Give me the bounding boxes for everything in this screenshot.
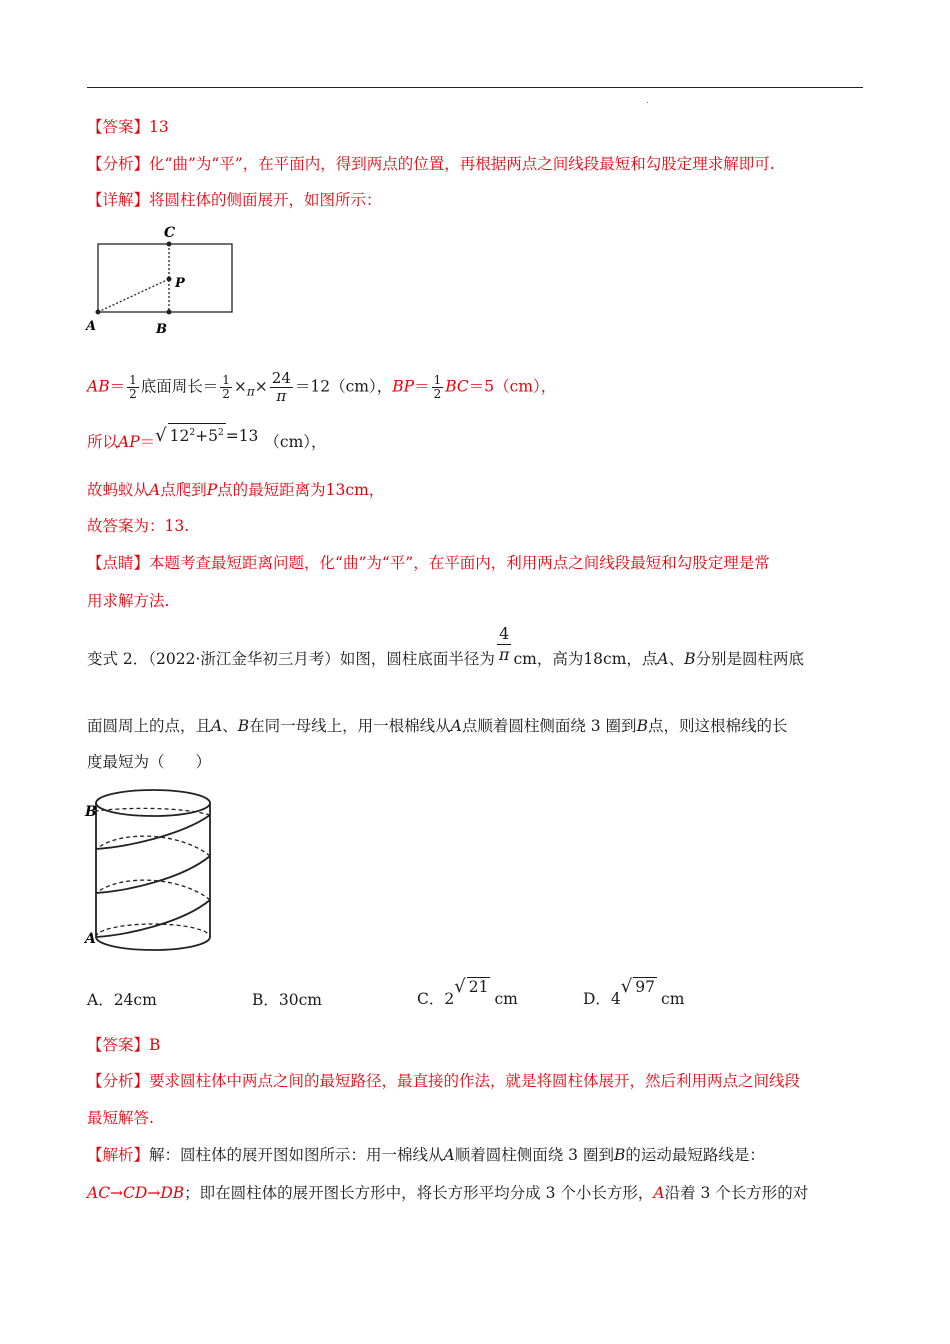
analysis-text: 化“曲”为“平”，在平面内，得到两点的位置，再根据两点之间线段最短和勾股定理求解即可. bbox=[149, 155, 775, 173]
comment-tag: 【点睛】 bbox=[87, 554, 150, 572]
comment-line-2: 用求解方法. bbox=[87, 592, 170, 610]
analysis-line-3: 最短解答. bbox=[87, 1109, 154, 1127]
point-a bbox=[96, 310, 101, 315]
helix-front-1 bbox=[96, 900, 210, 937]
option-d[interactable]: D．4√ 97cm bbox=[583, 976, 685, 1008]
label-p: P bbox=[175, 276, 185, 291]
detail-tag: 【详解】 bbox=[87, 191, 150, 209]
question-line-3: 度最短为（ ） bbox=[87, 753, 212, 771]
answer-line-2: 【答案】B bbox=[87, 1036, 161, 1054]
answer-line-1 bbox=[87, 117, 169, 137]
label-b: B bbox=[156, 322, 167, 337]
equation-ap: 所以AP＝√ $12^2+5^2 =13$ （cm）， bbox=[87, 428, 327, 456]
point-c bbox=[167, 242, 172, 247]
options-row bbox=[0, 976, 950, 1010]
segment-ap bbox=[98, 279, 169, 312]
comment-line-1: 【点睛】本题考查最短距离问题，化“曲”为“平”，在平面内，利用两点之间线段最短和勾股定理是常 bbox=[87, 554, 770, 572]
fraction-half-3: $\frac{1}{2}$ bbox=[433, 373, 442, 401]
unrolled-rectangle bbox=[98, 244, 232, 312]
equation-ab: AB＝ $\frac{1}{2}$ 底面周长＝ $\frac{1}{2}$ $\times_\pi\times$ $\frac{24}{\pi}$ ＝12（cm），BP＝ $\frac{1}{2}$ BC＝5（cm）， bbox=[87, 369, 557, 405]
fraction-4-pi: $\frac{4}{\pi}$ bbox=[498, 624, 510, 664]
cylinder-label-b: B bbox=[85, 804, 97, 820]
helix-front-3 bbox=[96, 815, 210, 849]
cylinder-bottom-front bbox=[96, 937, 210, 950]
sqrt-expression: √ $12^2+5^2 =13$ bbox=[155, 427, 258, 445]
label-c: C bbox=[164, 225, 176, 241]
helix-front-2 bbox=[96, 856, 210, 893]
conclusion-line: 故蚂蚁从A点爬到P点的最短距离为13cm， bbox=[87, 481, 385, 499]
answer-value: 13 bbox=[149, 118, 169, 136]
analysis-tag: 【分析】 bbox=[87, 155, 150, 173]
cylinder-label-a: A bbox=[85, 931, 96, 947]
header-mark: . bbox=[646, 96, 649, 106]
label-a: A bbox=[86, 319, 97, 334]
analysis-line-2: 【分析】要求圆柱体中两点之间的最短路径，最直接的作法，就是将圆柱体展开，然后利用两点之间线段 bbox=[87, 1072, 801, 1090]
detail-text: 将圆柱体的侧面展开，如图所示： bbox=[149, 191, 382, 209]
point-b bbox=[167, 310, 172, 315]
fraction-24-pi: $\frac{24}{\pi}$ bbox=[271, 369, 291, 405]
option-c[interactable]: C．2√ 21cm bbox=[417, 976, 518, 1008]
solution-line-2: AC→CD→DB；即在圆柱体的展开图长方形中，将长方形平均分成 3 个小长方形，A沿着 3 个长方形的对 bbox=[87, 1184, 809, 1202]
analysis-line-1 bbox=[87, 154, 775, 174]
unrolled-rectangle-figure bbox=[82, 222, 242, 337]
fraction-half-2: $\frac{1}{2}$ bbox=[222, 373, 230, 401]
answer-tag: 【答案】 bbox=[87, 118, 150, 136]
detail-line bbox=[87, 190, 382, 210]
final-answer-line: 故答案为：13. bbox=[87, 517, 190, 535]
option-b[interactable]: B．30cm bbox=[252, 991, 322, 1009]
cylinder-figure bbox=[82, 785, 217, 960]
solution-line-1: 【解析】解：圆柱体的展开图如图所示：用一棉线从A顺着圆柱侧面绕 3 圈到B的运动最短路线是： bbox=[87, 1146, 765, 1164]
header-rule bbox=[87, 87, 863, 88]
fraction-half: $\frac{1}{2}$ bbox=[129, 373, 137, 401]
point-p bbox=[167, 277, 172, 282]
question-line-1: 变式 2．（2022·浙江金华初三月考）如图，圆柱底面半径为 $\frac{4}{\pi}$ cm，高为18cm，点A、B分别是圆柱两底 bbox=[87, 624, 805, 668]
question-line-2: 面圆周上的点，且A、B在同一母线上，用一根棉线从A点顺着圆柱侧面绕 3 圈到B点，则这根棉线的长 bbox=[87, 717, 788, 735]
option-a[interactable]: A．24cm bbox=[87, 991, 157, 1009]
